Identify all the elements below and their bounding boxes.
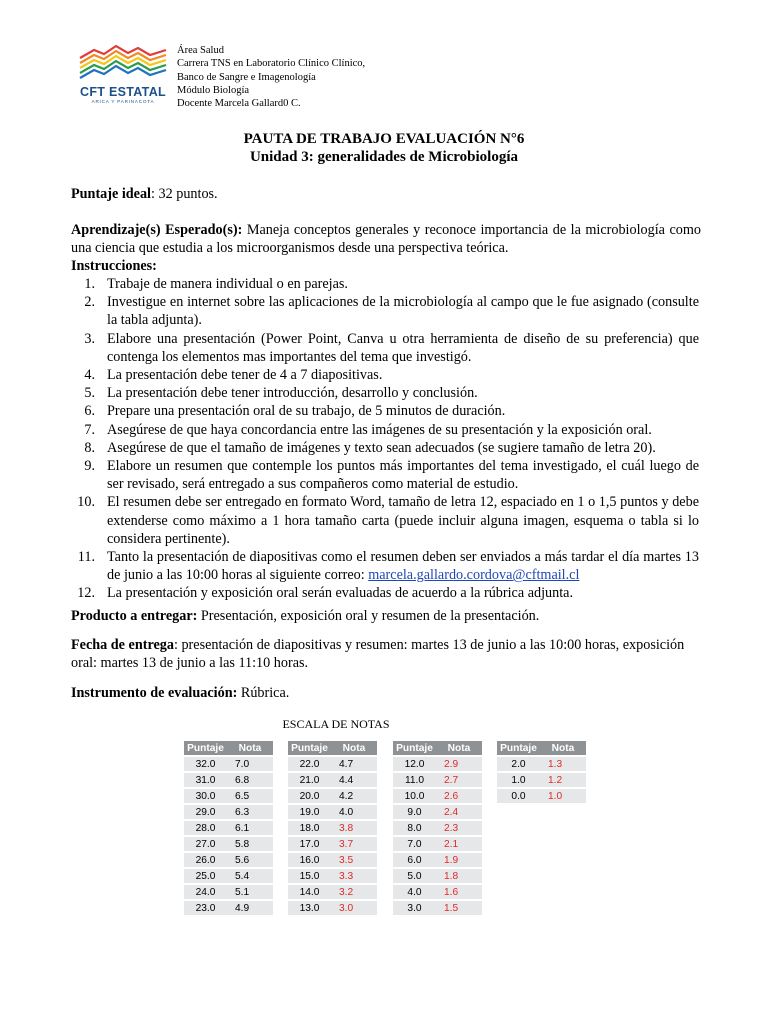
list-item: [71, 584, 699, 602]
aprendizaje-label: Aprendizaje(s) Esperado(s):: [71, 222, 243, 238]
table-row: [288, 789, 377, 803]
table-row: [393, 837, 482, 851]
table-row: [184, 757, 273, 771]
table-row: [184, 805, 273, 819]
list-item: [71, 384, 699, 402]
list-item: [71, 457, 699, 493]
logo-name: CFT ESTATAL: [80, 85, 166, 99]
item-number: 12.: [77, 585, 95, 602]
nota-cell: 2.7: [436, 773, 482, 787]
puntaje-cell: 27.0: [184, 837, 227, 851]
nota-cell: 3.3: [331, 869, 377, 883]
puntaje-cell: 25.0: [184, 869, 227, 883]
nota-cell: 5.8: [227, 837, 273, 851]
instrumento-label: Instrumento de evaluación:: [71, 685, 238, 701]
table-row: [288, 757, 377, 771]
nota-cell: 2.4: [436, 805, 482, 819]
puntaje-cell: 26.0: [184, 853, 227, 867]
table-row: [393, 805, 482, 819]
table-row: [288, 885, 377, 899]
nota-cell: 3.7: [331, 837, 377, 851]
nota-cell: 4.7: [331, 757, 377, 771]
fecha-label: Fecha de entrega: [71, 637, 174, 653]
table-header-row: [497, 741, 586, 755]
item-text: Elabore una presentación (Power Point, Canva u otra herramienta de diseño de su preferencia) que contenga los elementos mas importantes del tema que investigó.: [107, 330, 699, 365]
header-modulo: Módulo Biología: [177, 84, 250, 96]
item-number: 3.: [84, 330, 95, 347]
table-row: [184, 885, 273, 899]
item-number: 7.: [84, 421, 95, 438]
table-row: [393, 885, 482, 899]
item-text: Prepare una presentación oral de su trabajo, de 5 minutos de duración.: [107, 403, 506, 420]
puntaje-cell: 18.0: [288, 821, 331, 835]
puntaje-cell: 3.0: [393, 901, 436, 915]
nota-header: Nota: [540, 741, 586, 755]
puntaje-header: Puntaje: [497, 741, 540, 755]
grade-table-2: [288, 739, 377, 917]
puntaje-label: Puntaje ideal: [71, 186, 151, 202]
item-text: Trabaje de manera individual o en parejas.: [107, 276, 348, 292]
table-row: [497, 757, 586, 771]
item-text: Asegúrese de que el tamaño de imágenes y texto sean adecuados (se sugiere tamaño de letra 20).: [107, 439, 656, 456]
aprendizaje-esperado: [71, 221, 701, 257]
nota-cell: 2.9: [436, 757, 482, 771]
mountain-logo-icon: [76, 44, 170, 84]
puntaje-cell: 0.0: [497, 789, 540, 803]
nota-cell: 3.0: [331, 901, 377, 915]
nota-cell: 5.4: [227, 869, 273, 883]
table-row: [288, 869, 377, 883]
puntaje-cell: 31.0: [184, 773, 227, 787]
table-row: [393, 853, 482, 867]
table-row: [184, 853, 273, 867]
list-item: [71, 275, 699, 293]
table-row: [288, 901, 377, 915]
item-number: 9.: [84, 458, 95, 475]
table-row: [184, 773, 273, 787]
nota-cell: 1.8: [436, 869, 482, 883]
instrucciones-list: [71, 275, 699, 603]
header-carrera-cont: Banco de Sangre e Imagenología: [177, 71, 316, 83]
puntaje-header: Puntaje: [288, 741, 331, 755]
table-row: [184, 789, 273, 803]
puntaje-cell: 21.0: [288, 773, 331, 787]
puntaje-cell: 29.0: [184, 805, 227, 819]
nota-cell: 7.0: [227, 757, 273, 771]
grade-table-1: [184, 739, 273, 917]
puntaje-cell: 6.0: [393, 853, 436, 867]
header-info: [177, 44, 365, 110]
nota-cell: 6.3: [227, 805, 273, 819]
puntaje-cell: 22.0: [288, 757, 331, 771]
puntaje-cell: 16.0: [288, 853, 331, 867]
table-header-row: [288, 741, 377, 755]
puntaje-cell: 15.0: [288, 869, 331, 883]
item-number: 5.: [84, 385, 95, 402]
instrumento-text: Rúbrica.: [237, 685, 290, 701]
nota-cell: 1.6: [436, 885, 482, 899]
nota-cell: 4.9: [227, 901, 273, 915]
nota-cell: 6.8: [227, 773, 273, 787]
instrumento-evaluacion: [71, 684, 701, 702]
table-row: [497, 773, 586, 787]
table-row: [288, 853, 377, 867]
item-text: La presentación debe tener introducción, desarrollo y conclusión.: [107, 385, 478, 402]
puntaje-cell: 9.0: [393, 805, 436, 819]
item-text: El resumen debe ser entregado en formato Word, tamaño de letra 12, espaciado en 1 o 1,5 puntos y debe extenderse como máximo a 1 hora tamaño carta (puede incluir alguna imagen, esquema o tabla si lo considera pertinente).: [107, 494, 699, 547]
instrucciones-label: Instrucciones:: [71, 258, 157, 274]
nota-cell: 4.4: [331, 773, 377, 787]
logo-subtitle: ARICA Y PARINACOTA: [91, 99, 155, 104]
table-row: [288, 837, 377, 851]
puntaje-cell: 12.0: [393, 757, 436, 771]
puntaje-cell: 19.0: [288, 805, 331, 819]
puntaje-cell: 5.0: [393, 869, 436, 883]
puntaje-ideal: [71, 185, 701, 203]
puntaje-cell: 13.0: [288, 901, 331, 915]
item-text: Elabore un resumen que contemple los puntos más importantes del tema investigado, el cuál luego de ser revisado, será entregado a sus compañeros como material de estudio.: [107, 458, 699, 493]
table-row: [393, 869, 482, 883]
page-subtitle: Unidad 3: generalidades de Microbiología: [249, 149, 519, 165]
list-item: [71, 402, 699, 420]
puntaje-cell: 30.0: [184, 789, 227, 803]
nota-cell: 5.6: [227, 853, 273, 867]
producto-entregar: [71, 607, 701, 625]
table-row: [497, 789, 586, 803]
puntaje-cell: 2.0: [497, 757, 540, 771]
item-number: 1.: [84, 276, 95, 292]
nota-header: Nota: [227, 741, 273, 755]
nota-cell: 1.0: [540, 789, 586, 803]
puntaje-cell: 20.0: [288, 789, 331, 803]
item-number: 10.: [77, 494, 95, 511]
list-item: [71, 366, 699, 384]
nota-cell: 1.3: [540, 757, 586, 771]
puntaje-cell: 24.0: [184, 885, 227, 899]
table-row: [393, 757, 482, 771]
puntaje-header: Puntaje: [184, 741, 227, 755]
table-row: [184, 837, 273, 851]
cft-estatal-logo: [76, 44, 170, 108]
fecha-text: : presentación de diapositivas y resumen: martes 13 de junio a las 10:00 horas, exposición oral: martes 13 de junio a las 11:10 horas.: [71, 637, 685, 672]
table-row: [393, 901, 482, 915]
list-item: [71, 493, 699, 548]
nota-cell: 4.2: [331, 789, 377, 803]
header-docente: Docente Marcela Gallard0 C.: [177, 98, 301, 110]
item-text: Investigue en internet sobre las aplicaciones de la microbiología al campo que le fue asignado (consulte la tabla adjunta).: [107, 294, 699, 329]
nota-cell: 1.5: [436, 901, 482, 915]
table-row: [288, 805, 377, 819]
puntaje-cell: 14.0: [288, 885, 331, 899]
table-header-row: [184, 741, 273, 755]
aprendizaje-text: Maneja conceptos generales y reconoce importancia de la microbiología como una ciencia que estudia a los microorganismos desde una perspectiva teórica.: [71, 222, 701, 257]
table-row: [288, 821, 377, 835]
table-row: [184, 821, 273, 835]
nota-cell: 1.2: [540, 773, 586, 787]
header-carrera: Carrera TNS en Laboratorio Clínico Clínico,: [177, 58, 366, 70]
grade-table-4: [497, 739, 586, 805]
puntaje-cell: 17.0: [288, 837, 331, 851]
puntaje-header: Puntaje: [393, 741, 436, 755]
nota-cell: 2.6: [436, 789, 482, 803]
nota-header: Nota: [436, 741, 482, 755]
item-number: 11.: [77, 549, 95, 566]
puntaje-cell: 10.0: [393, 789, 436, 803]
table-row: [393, 773, 482, 787]
list-item: [71, 330, 699, 366]
puntaje-cell: 23.0: [184, 901, 227, 915]
puntaje-value: : 32 puntos.: [151, 186, 218, 202]
item-number: 4.: [84, 367, 95, 384]
item-text: Tanto la presentación de diapositivas como el resumen deben ser enviados a más tardar el día martes 13 de junio a las 10:00 horas al siguiente correo:: [107, 549, 699, 584]
puntaje-cell: 11.0: [393, 773, 436, 787]
table-row: [393, 789, 482, 803]
nota-cell: 6.5: [227, 789, 273, 803]
instrucciones-heading: [71, 257, 701, 275]
puntaje-cell: 28.0: [184, 821, 227, 835]
item-number: 6.: [84, 403, 95, 420]
nota-cell: 5.1: [227, 885, 273, 899]
nota-cell: 4.0: [331, 805, 377, 819]
nota-cell: 3.5: [331, 853, 377, 867]
list-item: [71, 293, 699, 329]
item-text: Asegúrese de que haya concordancia entre las imágenes de su presentación y la exposición oral.: [107, 421, 652, 438]
puntaje-cell: 4.0: [393, 885, 436, 899]
nota-cell: 1.9: [436, 853, 482, 867]
item-text: La presentación debe tener de 4 a 7 diapositivas.: [107, 367, 383, 384]
table-row: [184, 901, 273, 915]
table-header-row: [393, 741, 482, 755]
email-link[interactable]: marcela.gallardo.cordova@cftmail.cl: [368, 567, 580, 584]
item-text: La presentación y exposición oral serán evaluadas de acuerdo a la rúbrica adjunta.: [107, 585, 574, 602]
puntaje-cell: 7.0: [393, 837, 436, 851]
nota-cell: 2.1: [436, 837, 482, 851]
list-item: [71, 421, 699, 439]
escala-title: ESCALA DE NOTAS: [282, 717, 390, 731]
producto-text: Presentación, exposición oral y resumen de la presentación.: [197, 608, 540, 624]
header-area: Área Salud: [177, 45, 224, 56]
item-number: 8.: [84, 439, 95, 456]
puntaje-cell: 1.0: [497, 773, 540, 787]
nota-cell: 3.2: [331, 885, 377, 899]
nota-header: Nota: [331, 741, 377, 755]
nota-cell: 6.1: [227, 821, 273, 835]
fecha-entrega: [71, 636, 701, 672]
item-number: 2.: [84, 294, 95, 311]
producto-label: Producto a entregar:: [71, 608, 198, 624]
list-item: [71, 548, 699, 584]
nota-cell: 3.8: [331, 821, 377, 835]
table-row: [184, 869, 273, 883]
nota-cell: 2.3: [436, 821, 482, 835]
list-item: [71, 439, 699, 457]
table-row: [393, 821, 482, 835]
puntaje-cell: 32.0: [184, 757, 227, 771]
puntaje-cell: 8.0: [393, 821, 436, 835]
table-row: [288, 773, 377, 787]
page-title: PAUTA DE TRABAJO EVALUACIÓN N°6: [243, 131, 525, 147]
grade-table-3: [393, 739, 482, 917]
